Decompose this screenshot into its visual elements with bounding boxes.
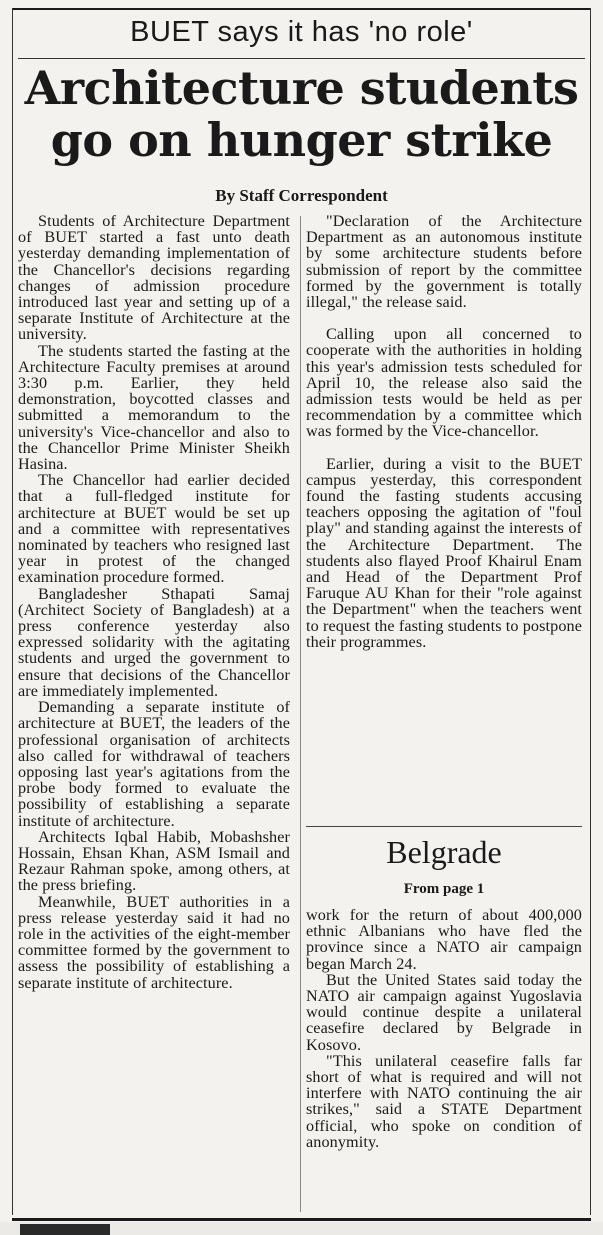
paragraph: Students of Architecture Department of BUET started a fast unto death yesterday demanding implementation of the Chancellor's decisions regarding changes of admission procedure introduced last year and setting up of a separate Institute of Architecture at the university. xyxy=(18,212,290,344)
paragraph: Demanding a separate institute of architecture at BUET, the leaders of the professional organisation of architects also called for withdrawal of teachers opposing last year's agitations from the probe body formed to evaluate the possibility of establishing a separate institute of architecture. xyxy=(18,698,290,830)
cropped-next-headline xyxy=(20,1224,110,1235)
paragraph: The students started the fasting at the Architecture Faculty premises at around 3:30 p.m. Earlier, they held demonstration, boycotted classes and submitted a memorandum to the university's Vice-chancellor and also to the Chancellor Prime Minister Sheikh Hasina. xyxy=(18,341,290,474)
paragraph: Calling upon all concerned to cooperate with the authorities in holding this year's admission tests scheduled for April 10, the release also said the admission tests would be held as per recommendation by a committee which was formed by the Vice-chancellor. xyxy=(306,325,582,441)
belgrade-column xyxy=(306,907,582,1150)
article-column-1 xyxy=(18,213,290,991)
kicker-headline: BUET says it has 'no role' xyxy=(130,16,473,48)
paragraph: Bangladesher Sthapati Samaj (Architect Society of Bangladesh) at a press conference yesterday also expressed solidarity with the agitating students and urged the government to ensure that decisions of the Chancellor are immediately implemented. xyxy=(18,584,290,700)
paragraph: work for the return of about 400,000 ethnic Albanians who have fled the province since a NATO air campaign began March 24. xyxy=(306,906,582,973)
top-rule xyxy=(12,8,591,10)
paragraph: The Chancellor had earlier decided that a full-fledged institute for architecture at BUET would be set up and a committee with representatives nominated by teachers who resigned last year in protest of the changed examination procedure formed. xyxy=(18,471,290,587)
belgrade-heading: Belgrade xyxy=(386,834,502,870)
section-divider xyxy=(306,826,582,827)
paragraph: "Declaration of the Architecture Department as an autonomous institute by some architecture students before submission of report by the committee formed by the government is totally illegal," the release said. xyxy=(306,212,582,312)
paragraph: Architects Iqbal Habib, Mobashsher Hossain, Ehsan Khan, ASM Ismail and Rezaur Rahman spoke, among others, at the press briefing. xyxy=(18,827,290,895)
main-headline xyxy=(0,62,603,166)
paragraph: Earlier, during a visit to the BUET campus yesterday, this correspondent found the fasting students accusing teachers opposing the agitation of "foul play" and standing against the interests of the Architecture Department. The students also flayed Proof Khairul Enam and Head of the Department Prof Faruque AU Khan for their "role against the Department" when the teachers went to request the fasting students to postpone their programmes. xyxy=(306,454,582,651)
continued-from-label: From page 1 xyxy=(403,881,485,897)
article-column-2 xyxy=(306,213,582,650)
headline-line-1: Architecture students xyxy=(24,61,579,115)
headline-line-2: go on hunger strike xyxy=(50,113,553,167)
paragraph: "This unilateral ceasefire falls far short of what is required and will not interfere with NATO continuing the air strikes," said a STATE Department official, who spoke on condition of anonymity. xyxy=(306,1051,582,1151)
paragraph: Meanwhile, BUET authorities in a press release yesterday said it had no role in the activities of the eight-member committee formed by the government to assess the possibility of establishing a separate institute of architecture. xyxy=(18,892,290,992)
paragraph: But the United States said today the NATO air campaign against Yugoslavia would continue despite a unilateral ceasefire declared by Belgrade in Kosovo. xyxy=(306,970,582,1054)
bottom-rule xyxy=(12,1218,591,1221)
column-separator xyxy=(300,216,301,1212)
kicker-rule xyxy=(18,58,585,59)
byline: By Staff Correspondent xyxy=(215,186,388,205)
